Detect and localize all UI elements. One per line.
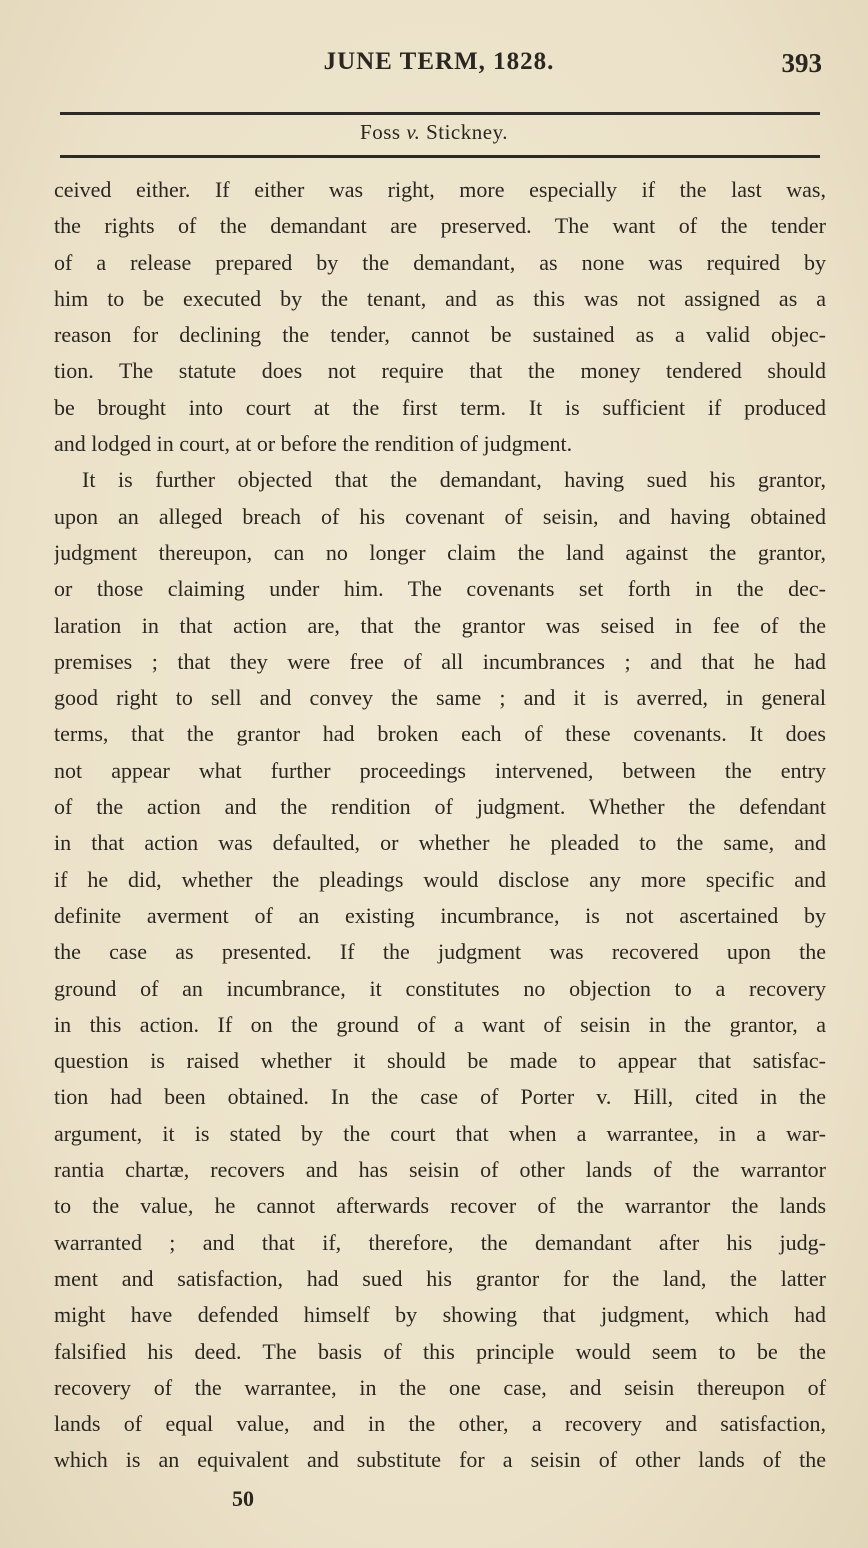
text-line: or those claiming under him. The covenants set forth in the dec-: [54, 576, 826, 602]
text-line: which is an equivalent and substitute for a seisin of other lands of the: [54, 1447, 826, 1473]
case-caption: [0, 120, 868, 145]
running-head: [56, 48, 822, 84]
text-line: ceived either. If either was right, more especially if the last was,: [54, 177, 826, 202]
text-line: the case as presented. If the judgment was recovered upon the: [54, 939, 826, 965]
text-line: tion had been obtained. In the case of Porter v. Hill, cited in the: [54, 1084, 826, 1110]
text-line: falsified his deed. The basis of this principle would seem to be the: [54, 1338, 826, 1364]
text-line: recovery of the warrantee, in the one case, and seisin thereupon of: [54, 1374, 826, 1400]
text-line: good right to sell and convey the same ; and it is averred, in general: [54, 685, 826, 711]
text-line: not appear what further proceedings intervened, between the entry: [54, 757, 826, 783]
body-text: [54, 172, 826, 1479]
text-line: reason for declining the tender, cannot be sustained as a valid objec-: [54, 322, 826, 348]
text-line: rantia chartæ, recovers and has seisin of other lands of the warrantor: [54, 1157, 826, 1183]
text-line: might have defended himself by showing that judgment, which had: [54, 1302, 826, 1328]
case-caption-right: Stickney.: [426, 120, 508, 144]
text-line: argument, it is stated by the court that when a warrantee, in a war-: [54, 1120, 826, 1146]
text-line: question is raised whether it should be made to appear that satisfac-: [54, 1048, 826, 1074]
text-line: be brought into court at the first term. It is sufficient if produced: [54, 394, 826, 420]
text-line: ground of an incumbrance, it constitutes no objection to a recovery: [54, 975, 826, 1001]
text-line: of the action and the rendition of judgment. Whether the defendant: [54, 794, 826, 820]
text-line: in this action. If on the ground of a want of seisin in the grantor, a: [54, 1011, 826, 1037]
text-line: to the value, he cannot afterwards recover of the warrantor the lands: [54, 1193, 826, 1219]
text-line: premises ; that they were free of all incumbrances ; and that he had: [54, 648, 826, 674]
page-number: 393: [781, 48, 822, 78]
text-line: definite averment of an existing incumbrance, is not ascertained by: [54, 902, 826, 928]
header-rule-bottom: [60, 155, 820, 158]
text-line: judgment thereupon, can no longer claim the land against the grantor,: [54, 539, 826, 565]
text-line: of a release prepared by the demandant, as none was required by: [54, 249, 826, 275]
text-line: if he did, whether the pleadings would disclose any more specific and: [54, 866, 826, 892]
text-line: lands of equal value, and in the other, a recovery and satisfaction,: [54, 1411, 826, 1437]
text-line: and lodged in court, at or before the rendition of judgment.: [54, 431, 573, 457]
text-line: the rights of the demandant are preserved. The want of the tender: [54, 213, 826, 239]
text-line: ment and satisfaction, had sued his grantor for the land, the latter: [54, 1265, 826, 1291]
header-rule-top: [60, 112, 820, 115]
signature-mark: 50: [232, 1486, 254, 1511]
case-caption-left: Foss: [360, 120, 401, 144]
text-line: terms, that the grantor had broken each of these covenants. It does: [54, 721, 826, 747]
text-line: upon an alleged breach of his covenant of seisin, and having obtained: [54, 503, 826, 529]
text-line: tion. The statute does not require that the money tendered should: [54, 358, 826, 384]
text-line: him to be executed by the tenant, and as this was not assigned as a: [54, 285, 826, 311]
case-caption-versus: v.: [406, 120, 421, 144]
text-line: It is further objected that the demandant, having sued his grantor,: [82, 467, 826, 493]
text-line: warranted ; and that if, therefore, the demandant after his judg-: [54, 1229, 826, 1255]
running-title: JUNE TERM, 1828.: [323, 48, 555, 75]
text-line: in that action was defaulted, or whether he pleaded to the same, and: [54, 830, 826, 856]
text-line: laration in that action are, that the grantor was seised in fee of the: [54, 612, 826, 638]
